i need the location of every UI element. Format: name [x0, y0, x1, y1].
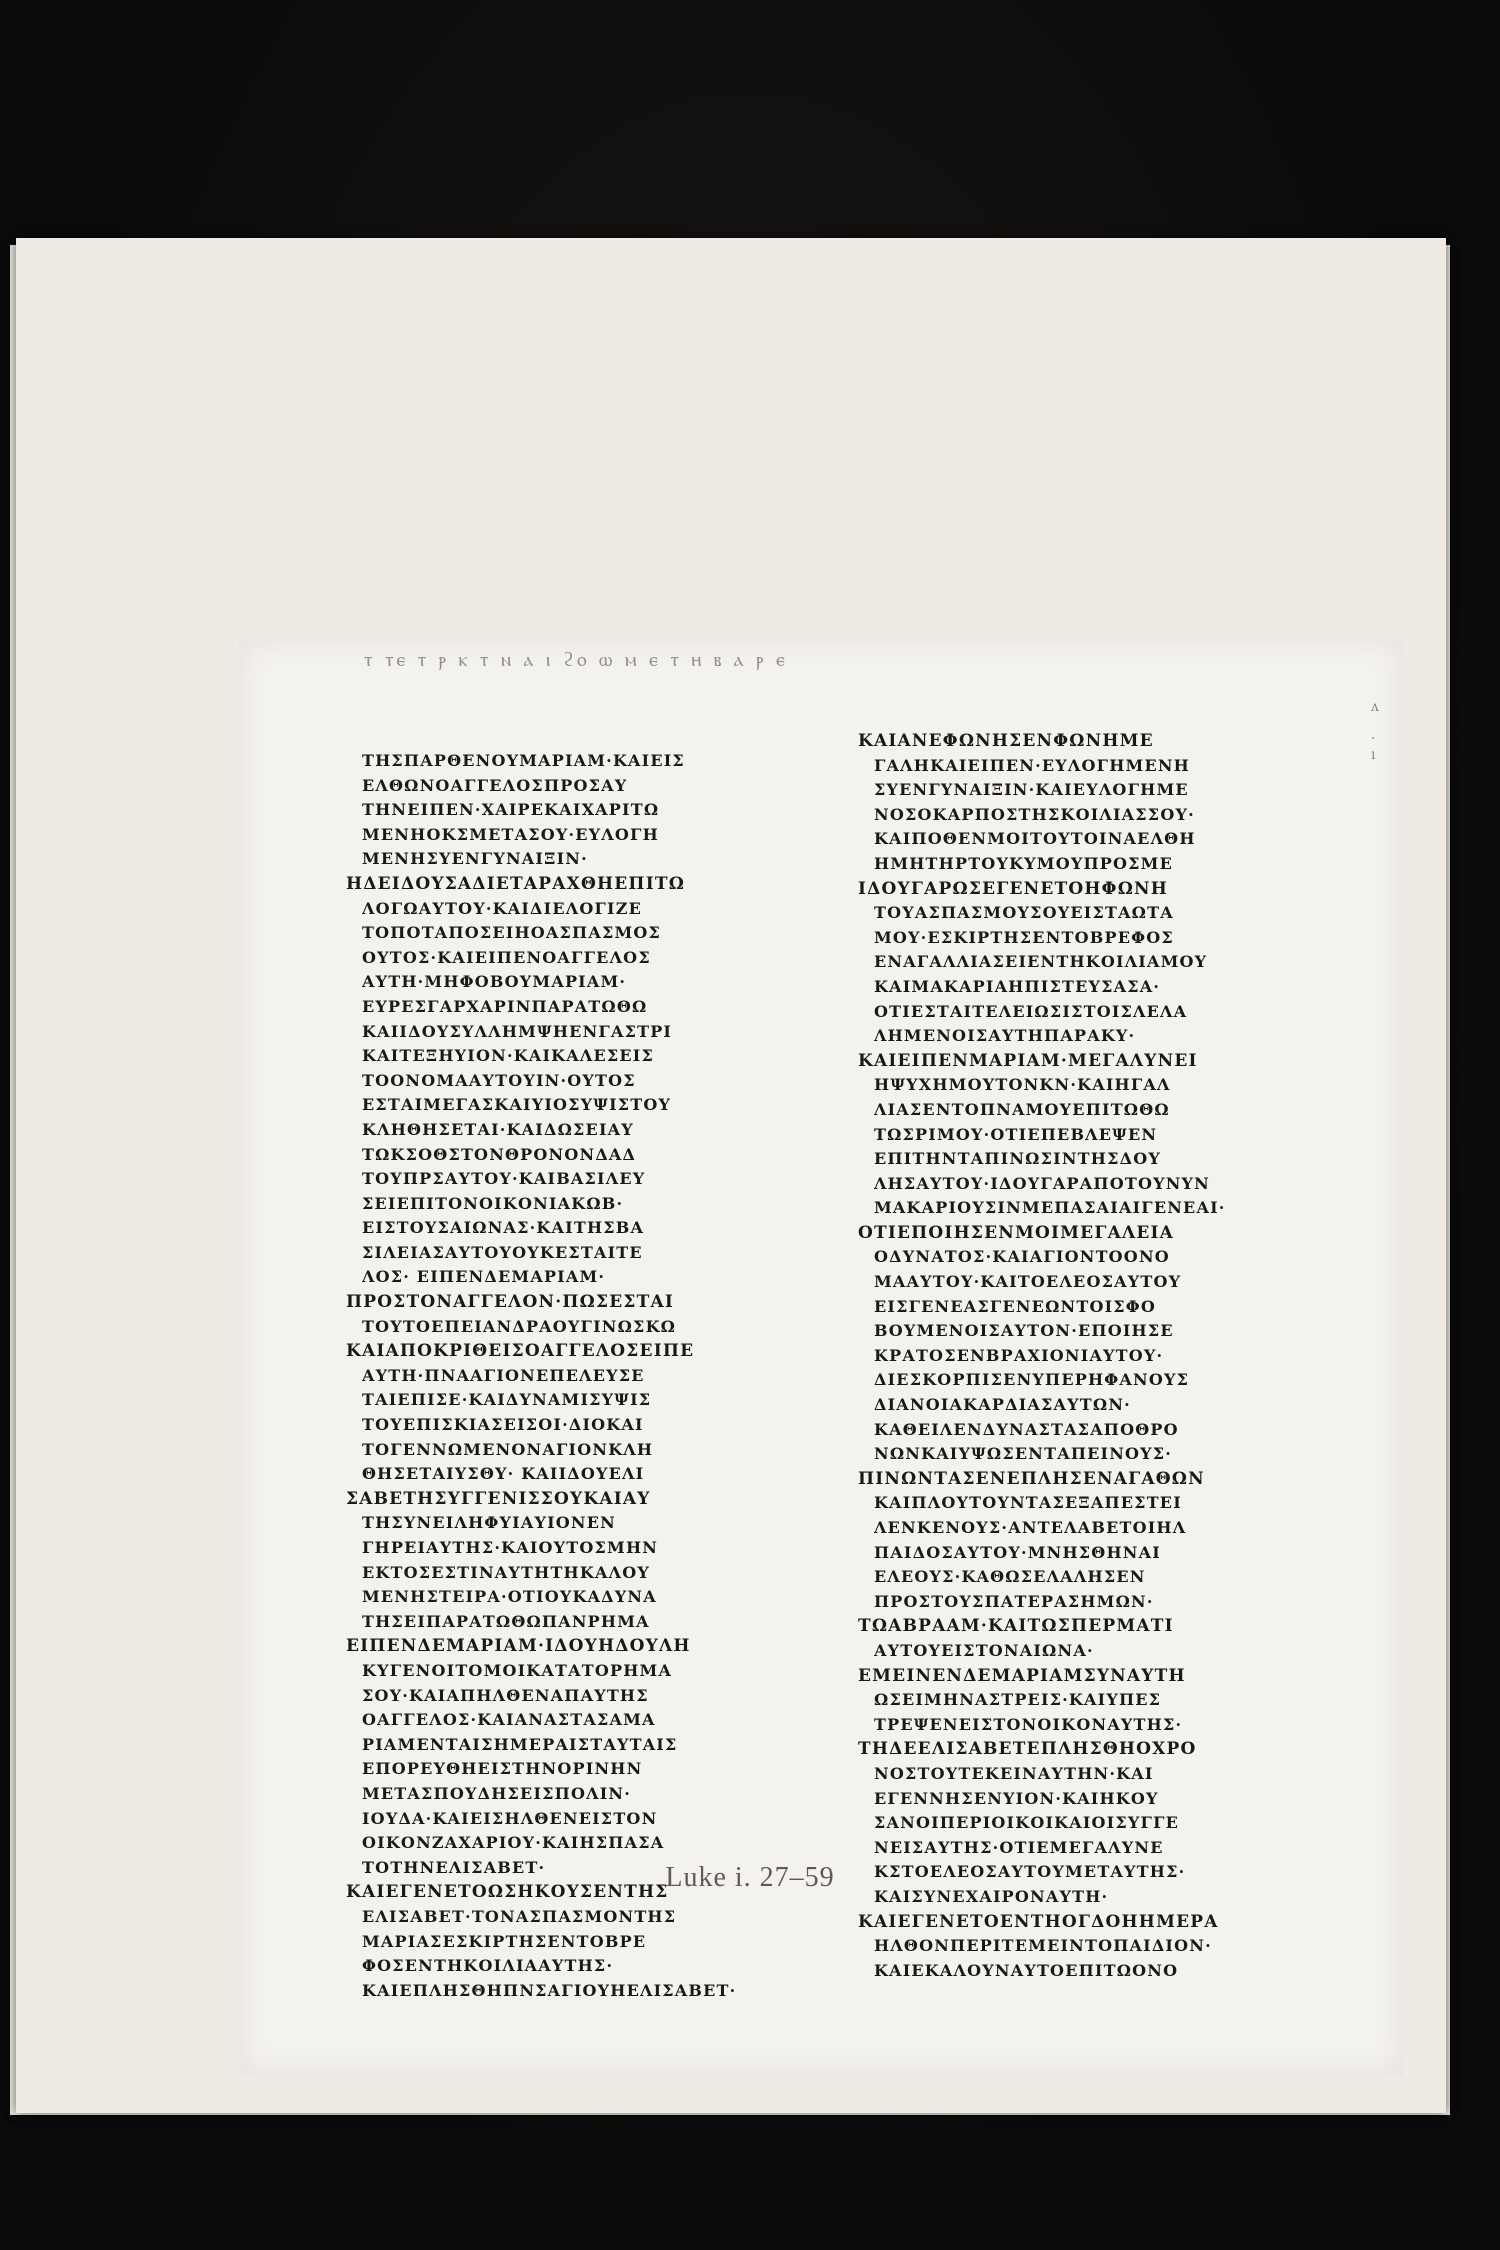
manuscript-line: ΤΩΚΣΟΘΣΤΟΝΘΡΟΝΟΝΔΑΔ	[362, 1144, 637, 1164]
manuscript-line: ΜΟΥ·ΕΣΚΙΡΤΗΣΕΝΤΟΒΡΕΦΟΣ	[874, 927, 1174, 947]
manuscript-line: ΔΙΕΣΚΟΡΠΙΣΕΝΥΠΕΡΗΦΑΝΟΥΣ	[874, 1370, 1190, 1390]
manuscript-line: ΚΥΓΕΝΟΙΤΟΜΟΙΚΑΤΑΤΟΡΗΜΑ	[362, 1660, 673, 1680]
manuscript-line: ΚΑΙΜΑΚΑΡΙΑΗΠΙΣΤΕΥΣΑΣΑ·	[874, 976, 1161, 996]
manuscript-line: ΕΛΕΟΥΣ·ΚΑΘΩΣΕΛΑΛΗΣΕΝ	[874, 1567, 1146, 1587]
manuscript-line: ΛΕΝΚΕΝΟΥΣ·ΑΝΤΕΛΑΒΕΤΟΙΗΛ	[874, 1518, 1187, 1537]
manuscript-line: ΜΑΡΙΑΣΕΣΚΙΡΤΗΣΕΝΤΟΒΡΕ	[362, 1931, 647, 1951]
manuscript-line: ΛΗΣΑΥΤΟΥ·ΙΔΟΥΓΑΡΑΠΟΤΟΥΝΥΝ	[874, 1173, 1210, 1193]
manuscript-line: ΤΟΟΝΟΜΑΑΥΤΟΥΙΝ·ΟΥΤΟΣ	[362, 1070, 636, 1090]
manuscript-line: ΕΓΕΝΝΗΣΕΝΥΙΟΝ·ΚΑΙΗΚΟΥ	[874, 1788, 1159, 1808]
manuscript-line: ΤΟΥΑΣΠΑΣΜΟΥΣΟΥΕΙΣΤΑΩΤΑ	[874, 903, 1174, 923]
manuscript-line: ΤΡΕΨΕΝΕΙΣΤΟΝΟΙΚΟΝΑΥΤΗΣ·	[874, 1714, 1183, 1734]
manuscript-line: ΜΕΝΗΟΚΣΜΕΤΑΣΟΥ·ΕΥΛΟΓΗ	[362, 824, 659, 844]
manuscript-line: ΤΟΓΕΝΝΩΜΕΝΟΝΑΓΙΟΝΚΛΗ	[362, 1439, 654, 1459]
manuscript-line: ΟΤΙΕΣΤΑΙΤΕΛΕΙΩΣΙΣΤΟΙΣΛΕΛΑ	[874, 1001, 1188, 1021]
manuscript-line: ΠΡΟΣΤΟΥΣΠΑΤΕΡΑΣΗΜΩΝ·	[874, 1591, 1154, 1611]
manuscript-line: ΕΣΤΑΙΜΕΓΑΣΚΑΙΥΙΟΣΥΨΙΣΤΟΥ	[362, 1095, 672, 1115]
manuscript-line: ΜΑΑΥΤΟΥ·ΚΑΙΤΟΕΛΕΟΣΑΥΤΟΥ	[874, 1272, 1182, 1292]
marginal-annotation: ⲧ ⲧⲉ ⲧ ⲣ ⲕ ⲧ ⲛ ⲁ ⲓ ϩⲟ ⲱ ⲙ ⲉ ⲧ ⲏ ⲃ ⲁ ⲣ ⲉ	[364, 647, 788, 671]
manuscript-line: ΓΑΛΗΚΑΙΕΙΠΕΝ·ΕΥΛΟΓΗΜΕΝΗ	[874, 755, 1190, 775]
manuscript-line: ΜΑΚΑΡΙΟΥΣΙΝΜΕΠΑΣΑΙΑΙΓΕΝΕΑΙ·	[874, 1198, 1226, 1218]
manuscript-line: ΤΑΙΕΠΙΣΕ·ΚΑΙΔΥΝΑΜΙΣΥΨΙΣ	[362, 1390, 652, 1410]
manuscript-line: ΣΥΕΝΓΥΝΑΙΞΙΝ·ΚΑΙΕΥΛΟΓΗΜΕ	[874, 780, 1189, 800]
manuscript-line: ΚΑΙΕΙΠΕΝΜΑΡΙΑΜ·ΜΕΓΑΛΥΝΕΙ	[858, 1050, 1198, 1071]
manuscript-line: ΓΗΡΕΙΑΥΤΗΣ·ΚΑΙΟΥΤΟΣΜΗΝ	[362, 1538, 659, 1557]
manuscript-line: ΚΑΙΙΔΟΥΣΥΛΛΗΜΨΗΕΝΓΑΣΤΡΙ	[362, 1021, 673, 1041]
manuscript-line: ΑΥΤΗ·ΠΝΑΑΓΙΟΝΕΠΕΛΕΥΣΕ	[362, 1365, 645, 1385]
manuscript-line: ΕΙΣΤΟΥΣΑΙΩΝΑΣ·ΚΑΙΤΗΣΒΑ	[362, 1218, 645, 1238]
manuscript-line: ΔΙΑΝΟΙΑΚΑΡΔΙΑΣΑΥΤΩΝ·	[874, 1395, 1131, 1415]
manuscript-line: ΚΑΙΠΟΘΕΝΜΟΙΤΟΥΤΟΙΝΑΕΛΘΗ	[874, 829, 1196, 849]
manuscript-line: ΣΙΛΕΙΑΣΑΥΤΟΥΟΥΚΕΣΤΑΙΤΕ	[362, 1242, 643, 1262]
manuscript-line: ΚΑΙΕΓΕΝΕΤΟΕΝΤΗΟΓΔΟΗΗΜΕΡΑ	[858, 1911, 1219, 1932]
manuscript-line: ΕΚΤΟΣΕΣΤΙΝΑΥΤΗΤΗΚΑΛΟΥ	[362, 1562, 650, 1582]
manuscript-line: ΛΗΜΕΝΟΙΣΑΥΤΗΠΑΡΑΚΥ·	[874, 1026, 1136, 1046]
manuscript-line: ΤΟΥΤΟΕΠΕΙΑΝΔΡΑΟΥΓΙΝΩΣΚΩ	[362, 1316, 677, 1336]
manuscript-line: ΚΑΙΣΥΝΕΧΑΙΡΟΝΑΥΤΗ·	[874, 1886, 1109, 1906]
manuscript-line: ΝΕΙΣΑΥΤΗΣ·ΟΤΙΕΜΕΓΑΛΥΝΕ	[874, 1837, 1164, 1857]
manuscript-line: ΚΑΙΕΚΑΛΟΥΝΑΥΤΟΕΠΙΤΩΟΝΟ	[874, 1960, 1179, 1980]
manuscript-line: ΚΡΑΤΟΣΕΝΒΡΑΧΙΟΝΙΑΥΤΟΥ·	[874, 1345, 1164, 1365]
manuscript-plate	[239, 639, 1403, 2075]
manuscript-line: ΚΣΤΟΕΛΕΟΣΑΥΤΟΥΜΕΤΑΥΤΗΣ·	[874, 1862, 1186, 1882]
plate-caption: Luke i. 27–59	[665, 1862, 835, 1893]
manuscript-line: ΤΟΤΗΝΕΛΙΣΑΒΕΤ·	[362, 1857, 546, 1877]
manuscript-line: ΑΥΤΟΥΕΙΣΤΟΝΑΙΩΝΑ·	[874, 1640, 1094, 1660]
manuscript-line: ΚΑΙΕΠΛΗΣΘΗΠΝΣΑΓΙΟΥΗΕΛΙΣΑΒΕΤ·	[362, 1980, 737, 2000]
manuscript-line: ΣΑΝΟΙΠΕΡΙΟΙΚΟΙΚΑΙΟΙΣΥΓΓΕ	[874, 1813, 1180, 1833]
manuscript-line: ΤΟΠΟΤΑΠΟΣΕΙΗΟΑΣΠΑΣΜΟΣ	[362, 923, 662, 943]
manuscript-line: ΠΡΟΣΤΟΝΑΓΓΕΛΟΝ·ΠΩΣΕΣΤΑΙ	[346, 1292, 674, 1313]
manuscript-line: ΗΨΥΧΗΜΟΥΤΟΝΚΝ·ΚΑΙΗΓΑΛ	[874, 1075, 1171, 1095]
manuscript-line: ΚΑΘΕΙΛΕΝΔΥΝΑΣΤΑΣΑΠΟΘΡΟ	[874, 1419, 1179, 1439]
manuscript-line: ΚΑΙΤΕΞΗΥΙΟΝ·ΚΑΙΚΑΛΕΣΕΙΣ	[362, 1046, 654, 1066]
page-sheet	[16, 238, 1446, 2113]
manuscript-line: ΤΟΥΕΠΙΣΚΙΑΣΕΙΣΟΙ·ΔΙΟΚΑΙ	[362, 1415, 644, 1435]
manuscript-line: ΕΥΡΕΣΓΑΡΧΑΡΙΝΠΑΡΑΤΩΘΩ	[362, 996, 648, 1016]
manuscript-line: ΟΔΥΝΑΤΟΣ·ΚΑΙΑΓΙΟΝΤΟΟΝΟ	[874, 1247, 1170, 1267]
edge-marks: ʌ · ı	[1371, 699, 1379, 763]
manuscript-line: ΛΙΑΣΕΝΤΟΠΝΑΜΟΥΕΠΙΤΩΘΩ	[874, 1099, 1170, 1119]
manuscript-line: ΟΤΙΕΠΟΙΗΣΕΝΜΟΙΜΕΓΑΛΕΙΑ	[858, 1222, 1175, 1243]
manuscript-line: ΤΩΣΡΙΜΟΥ·ΟΤΙΕΠΕΒΛΕΨΕΝ	[874, 1124, 1158, 1144]
manuscript-line: ΒΟΥΜΕΝΟΙΣΑΥΤΟΝ·ΕΠΟΙΗΣΕ	[874, 1321, 1174, 1341]
left-text-column	[346, 749, 832, 2003]
manuscript-line: ΠΙΝΩΝΤΑΣΕΝΕΠΛΗΣΕΝΑΓΑΘΩΝ	[858, 1468, 1205, 1489]
manuscript-line: ΕΙΣΓΕΝΕΑΣΓΕΝΕΩΝΤΟΙΣΦΟ	[874, 1296, 1157, 1316]
manuscript-line: ΘΗΣΕΤΑΙΥΣΘΥ· ΚΑΙΙΔΟΥΕΛΙ	[362, 1464, 645, 1484]
manuscript-line: ΩΣΕΙΜΗΝΑΣΤΡΕΙΣ·ΚΑΙΥΠΕΣ	[874, 1690, 1162, 1710]
manuscript-line: ΡΙΑΜΕΝΤΑΙΣΗΜΕΡΑΙΣΤΑΥΤΑΙΣ	[362, 1734, 678, 1754]
manuscript-line: ΗΔΕΙΔΟΥΣΑΔΙΕΤΑΡΑΧΘΗΕΠΙΤΩ	[346, 873, 686, 894]
manuscript-line: ΜΕΝΗΣΥΕΝΓΥΝΑΙΞΙΝ·	[362, 849, 588, 869]
right-text-column	[858, 729, 1344, 1983]
manuscript-line: ΜΕΝΗΣΤΕΙΡΑ·ΟΤΙΟΥΚΑΔΥΝΑ	[362, 1587, 657, 1607]
manuscript-line: ΕΝΑΓΑΛΛΙΑΣΕΙΕΝΤΗΚΟΙΛΙΑΜΟΥ	[874, 952, 1208, 972]
manuscript-line: ΕΠΙΤΗΝΤΑΠΙΝΩΣΙΝΤΗΣΔΟΥ	[874, 1149, 1161, 1169]
manuscript-line: ΤΗΣΠΑΡΘΕΝΟΥΜΑΡΙΑΜ·ΚΑΙΕΙΣ	[362, 751, 685, 770]
manuscript-line: ΕΛΙΣΑΒΕΤ·ΤΟΝΑΣΠΑΣΜΟΝΤΗΣ	[362, 1906, 677, 1926]
manuscript-line: ΗΜΗΤΗΡΤΟΥΚΥΜΟΥΠΡΟΣΜΕ	[874, 853, 1173, 873]
manuscript-line: ΤΟΥΠΡΣΑΥΤΟΥ·ΚΑΙΒΑΣΙΛΕΥ	[362, 1169, 646, 1189]
manuscript-line: ΗΛΘΟΝΠΕΡΙΤΕΜΕΙΝΤΟΠΑΙΔΙΟΝ·	[874, 1936, 1212, 1956]
manuscript-line: ΤΗΝΕΙΠΕΝ·ΧΑΙΡΕΚΑΙΧΑΡΙΤΩ	[362, 800, 660, 820]
manuscript-line: ΝΩΝΚΑΙΥΨΩΣΕΝΤΑΠΕΙΝΟΥΣ·	[874, 1444, 1173, 1464]
manuscript-line: ΣΟΥ·ΚΑΙΑΠΗΛΘΕΝΑΠΑΥΤΗΣ	[362, 1685, 649, 1705]
manuscript-line: ΠΑΙΔΟΣΑΥΤΟΥ·ΜΝΗΣΘΗΝΑΙ	[874, 1542, 1161, 1562]
manuscript-line: ΤΗΔΕΕΛΙΣΑΒΕΤΕΠΛΗΣΘΗΟΧΡΟ	[858, 1739, 1197, 1760]
manuscript-line: ΚΑΙΕΓΕΝΕΤΟΩΣΗΚΟΥΣΕΝΤΗΣ	[346, 1882, 669, 1903]
manuscript-line: ΜΕΤΑΣΠΟΥΔΗΣΕΙΣΠΟΛΙΝ·	[362, 1783, 631, 1803]
manuscript-line: ΕΙΠΕΝΔΕΜΑΡΙΑΜ·ΙΔΟΥΗΔΟΥΛΗ	[346, 1636, 691, 1657]
manuscript-line: ΛΟΣ· ΕΙΠΕΝΔΕΜΑΡΙΑΜ·	[362, 1267, 606, 1287]
manuscript-line: ΙΟΥΔΑ·ΚΑΙΕΙΣΗΛΘΕΝΕΙΣΤΟΝ	[362, 1808, 658, 1828]
manuscript-line: ΤΩΑΒΡΑΑΜ·ΚΑΙΤΩΣΠΕΡΜΑΤΙ	[858, 1616, 1174, 1637]
manuscript-line: ΑΥΤΗ·ΜΗΦΟΒΟΥΜΑΡΙΑΜ·	[362, 972, 627, 992]
manuscript-line: ΕΛΘΩΝΟΑΓΓΕΛΟΣΠΡΟΣΑΥ	[362, 775, 628, 795]
manuscript-line: ΣΕΙΕΠΙΤΟΝΟΙΚΟΝΙΑΚΩΒ·	[362, 1193, 624, 1213]
manuscript-line: ΝΟΣΤΟΥΤΕΚΕΙΝΑΥΤΗΝ·ΚΑΙ	[874, 1763, 1154, 1783]
manuscript-line: ΟΥΤΟΣ·ΚΑΙΕΙΠΕΝΟΑΓΓΕΛΟΣ	[362, 947, 651, 967]
manuscript-line: ΚΑΙΑΝΕΦΩΝΗΣΕΝΦΩΝΗΜΕ	[858, 731, 1154, 751]
manuscript-line: ΕΜΕΙΝΕΝΔΕΜΑΡΙΑΜΣΥΝΑΥΤΗ	[858, 1665, 1186, 1686]
manuscript-line: ΣΑΒΕΤΗΣΥΓΓΕΝΙΣΣΟΥΚΑΙΑΥ	[346, 1488, 651, 1509]
manuscript-line: ΚΑΙΠΛΟΥΤΟΥΝΤΑΣΕΞΑΠΕΣΤΕΙ	[874, 1493, 1182, 1513]
manuscript-line: ΚΛΗΘΗΣΕΤΑΙ·ΚΑΙΔΩΣΕΙΑΥ	[362, 1119, 634, 1139]
manuscript-line: ΝΟΣΟΚΑΡΠΟΣΤΗΣΚΟΙΛΙΑΣΣΟΥ·	[874, 804, 1195, 824]
manuscript-line: ΦΟΣΕΝΤΗΚΟΙΛΙΑΑΥΤΗΣ·	[362, 1956, 614, 1976]
manuscript-line: ΙΔΟΥΓΑΡΩΣΕΓΕΝΕΤΟΗΦΩΝΗ	[858, 878, 1169, 899]
manuscript-line: ΤΗΣΥΝΕΙΛΗΦΥΙΑΥΙΟΝΕΝ	[362, 1513, 616, 1533]
manuscript-line: ΛΟΓΩΑΥΤΟΥ·ΚΑΙΔΙΕΛΟΓΙΖΕ	[362, 898, 642, 918]
manuscript-line: ΕΠΟΡΕΥΘΗΕΙΣΤΗΝΟΡΙΝΗΝ	[362, 1759, 643, 1779]
manuscript-line: ΟΙΚΟΝΖΑΧΑΡΙΟΥ·ΚΑΙΗΣΠΑΣΑ	[362, 1833, 665, 1853]
manuscript-line: ΤΗΣΕΙΠΑΡΑΤΩΘΩΠΑΝΡΗΜΑ	[362, 1611, 650, 1631]
manuscript-line: ΚΑΙΑΠΟΚΡΙΘΕΙΣΟΑΓΓΕΛΟΣΕΙΠΕ	[346, 1341, 695, 1362]
manuscript-line: ΟΑΓΓΕΛΟΣ·ΚΑΙΑΝΑΣΤΑΣΑΜΑ	[362, 1710, 656, 1730]
